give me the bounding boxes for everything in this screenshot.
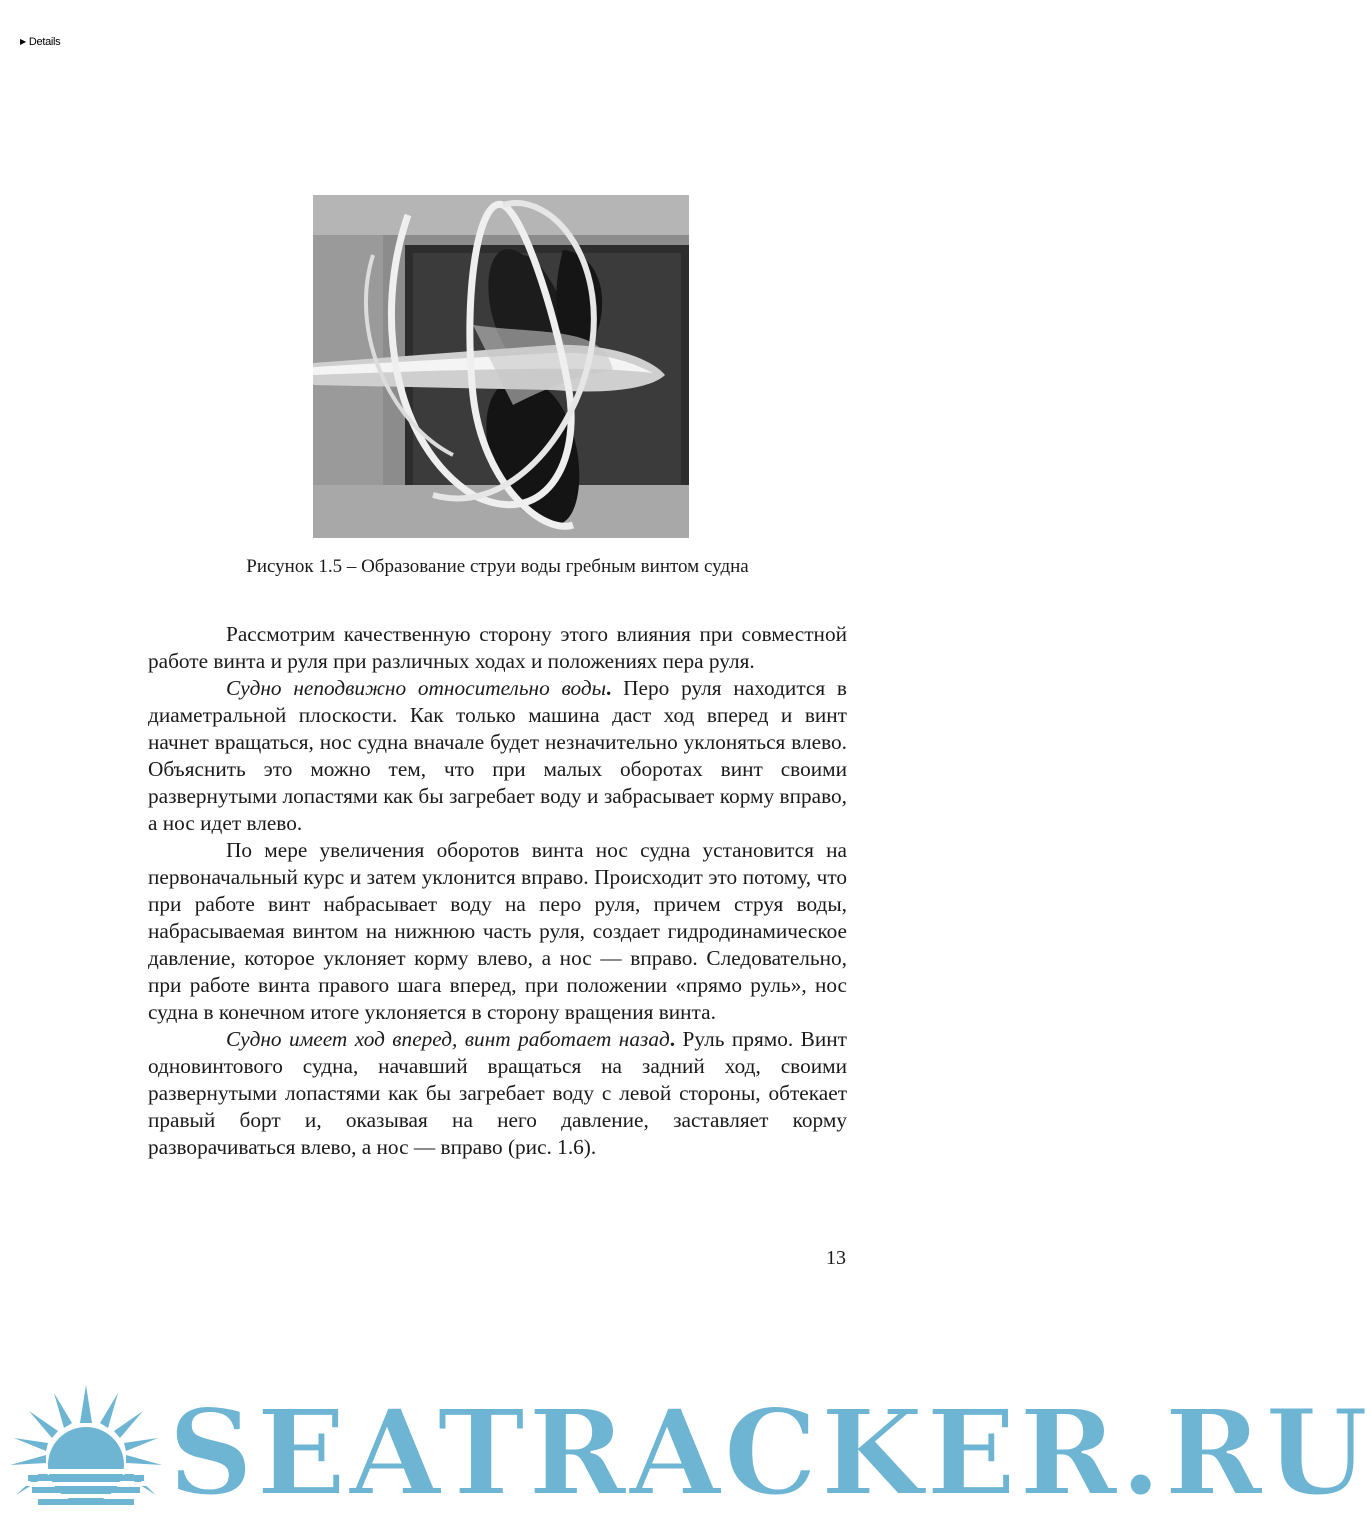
page-number: 13 <box>826 1247 846 1269</box>
figure-caption: Рисунок 1.5 – Образование струи воды гребным винтом судна <box>246 556 749 577</box>
watermark-text: SEATRACKER.RU <box>168 1383 1371 1522</box>
paragraph-text: Рассмотрим качественную сторону этого влияния при совместной работе винта и руля при различных ходах и положениях пера руля. <box>148 622 847 673</box>
disclosure-triangle-icon: ▶ <box>20 37 26 46</box>
watermark <box>0 1375 1371 1527</box>
paragraph-lead: Судно имеет ход вперед, винт работает назад <box>226 1027 670 1051</box>
paragraph-text: Перо руля находится в диаметральной плоскости. Как только машина даст ход вперед и винт начнет вращаться, нос судна вначале будет незначительно уклоняться влево. Объяснить это можно тем, что при малых оборотах винт своими развернутыми лопастями как бы загребает воду и забрасывает корму вправо, а нос идет влево. <box>148 676 847 835</box>
sun-icon <box>8 1383 164 1513</box>
paragraph <box>148 621 847 675</box>
paragraph-text: По мере увеличения оборотов винта нос судна установится на первоначальный курс и затем уклонится вправо. Происходит это потому, что при работе винт набрасывает воду на перо руля, причем струя воды, набрасываемая винтом на нижнюю часть руля, создает гидродинамическое давление, которое уклоняет корму влево, а нос — вправо. Следовательно, при работе винта правого шага вперед, при положении «прямо руль», нос судна в конечном итоге уклоняется в сторону вращения винта. <box>148 838 847 1024</box>
paragraph: Судно имеет ход вперед, винт работает назад. Руль прямо. Винт одновинтового судна, начавший вращаться на задний ход, своими развернутыми лопастями как бы загребает воду с левой стороны, обтекает правый борт и, оказывая на него давление, заставляет корму разворачиваться влево, а нос — вправо (рис. 1.6). <box>148 1027 847 1159</box>
paragraph <box>148 837 847 1026</box>
propeller-figure <box>313 195 689 538</box>
body-text <box>148 621 847 1161</box>
paragraph: Судно неподвижно относительно воды. Перо руля находится в диаметральной плоскости. Как только машина даст ход вперед и винт начнет вращаться, нос судна вначале будет незначительно уклоняться влево. Объяснить это можно тем, что при малых оборотах винт своими развернутыми лопастями как бы загребает воду и забрасывает корму вправо, а нос идет влево. <box>148 676 847 835</box>
paragraph-text: Руль прямо. Винт одновинтового судна, начавший вращаться на задний ход, своими развернутыми лопастями как бы загребает воду с левой стороны, обтекает правый борт и, оказывая на него давление, заставляет корму разворачиваться влево, а нос — вправо (рис. 1.6). <box>148 1027 847 1159</box>
paragraph-lead: Судно неподвижно относительно воды <box>226 676 607 700</box>
details-label: Details <box>28 36 61 48</box>
details-disclosure[interactable] <box>20 36 60 48</box>
